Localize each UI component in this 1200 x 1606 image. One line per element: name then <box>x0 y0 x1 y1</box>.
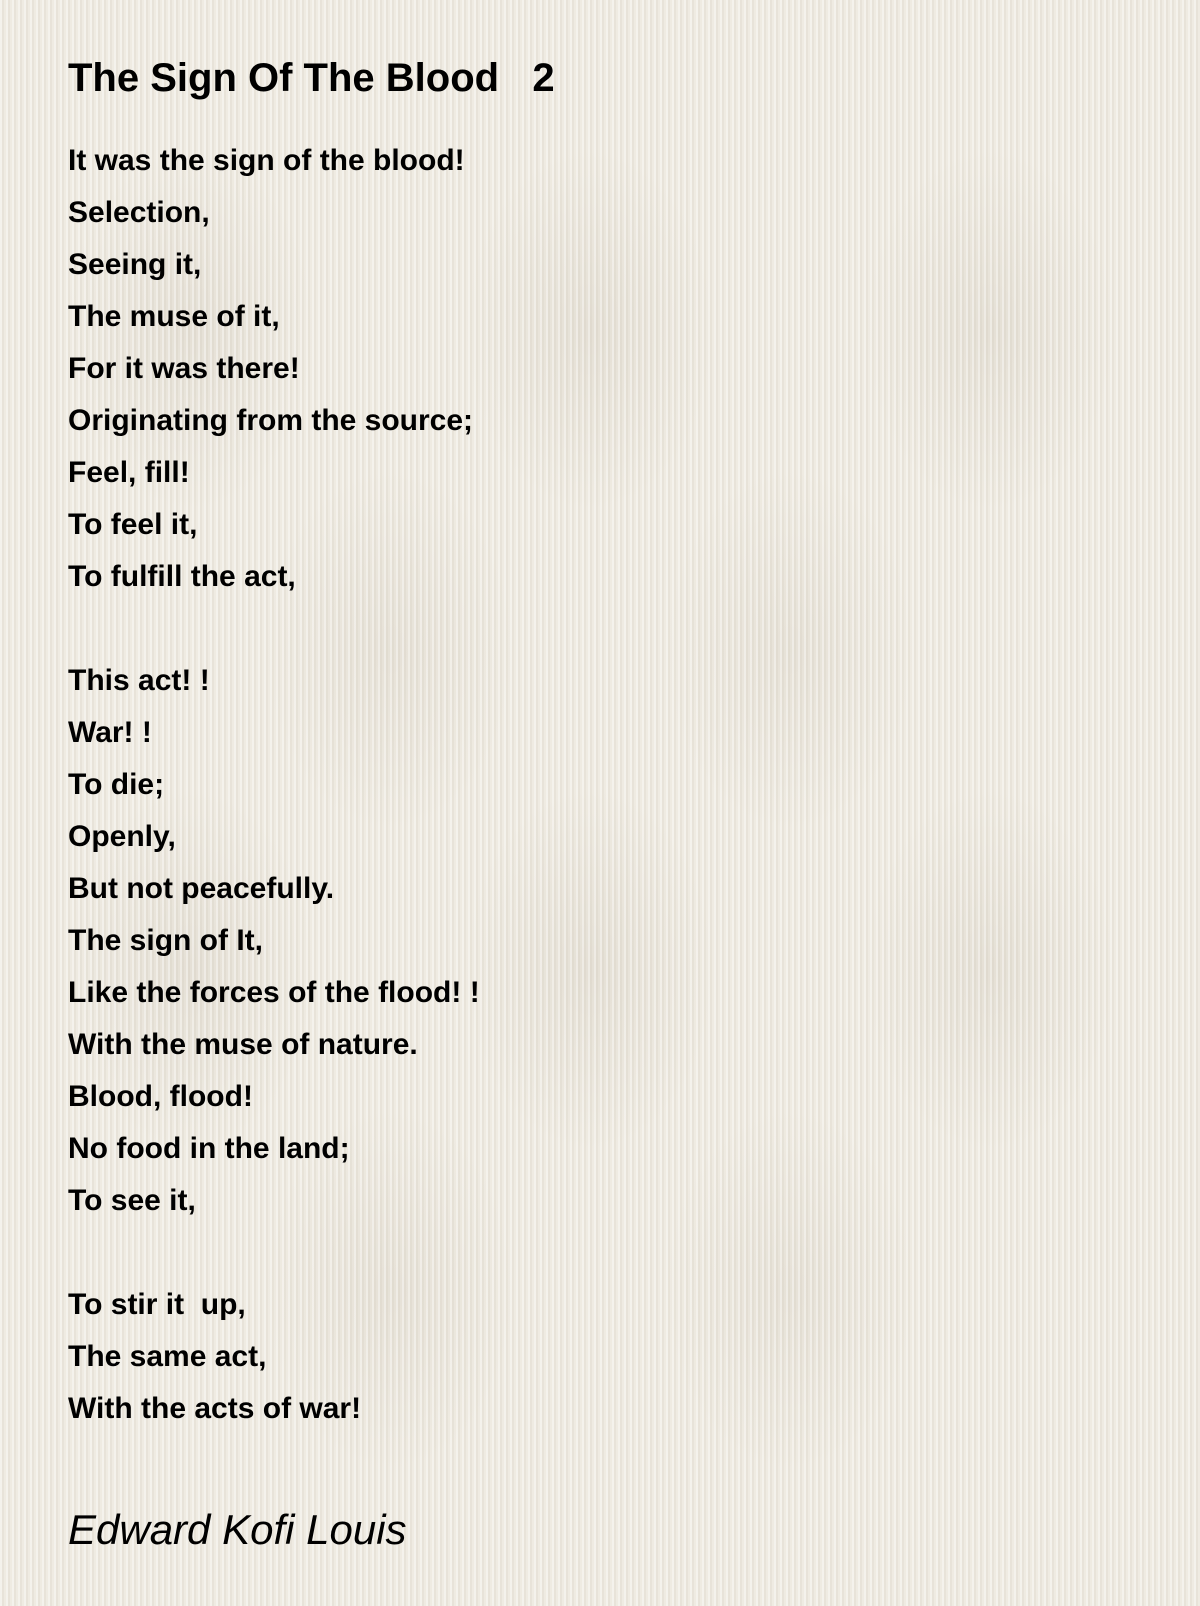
poem-line: War! ! <box>68 716 152 749</box>
poem-line: It was the sign of the blood! <box>68 144 465 177</box>
poem-line: With the muse of nature. <box>68 1028 418 1061</box>
poem-line: The same act, <box>68 1340 267 1373</box>
poem-line: To die; <box>68 768 165 801</box>
poem-body <box>68 143 1148 1443</box>
poem-line: This act! ! <box>68 664 210 697</box>
poem-line: The muse of it, <box>68 300 280 333</box>
poem-page <box>68 50 1148 1443</box>
poem-line: Blood, flood! <box>68 1080 253 1113</box>
poem-line: To see it, <box>68 1184 196 1217</box>
poem-line: To fulfill the act, <box>68 560 296 593</box>
poem-line: But not peacefully. <box>68 872 335 905</box>
poem-line: The sign of It, <box>68 924 263 957</box>
poem-line: With the acts of war! <box>68 1392 362 1425</box>
poem-line: To feel it, <box>68 508 198 541</box>
poem-line: Originating from the source; <box>68 404 474 437</box>
poem-line: Like the forces of the flood! ! <box>68 976 480 1009</box>
stanza-2 <box>68 663 1148 1235</box>
stanza-3 <box>68 1287 1148 1443</box>
poem-author: Edward Kofi Louis <box>68 1506 407 1553</box>
poem-title: The Sign Of The Blood 2 <box>68 56 555 100</box>
poem-line: Seeing it, <box>68 248 202 281</box>
poem-line: Openly, <box>68 820 176 853</box>
poem-line: For it was there! <box>68 352 300 385</box>
poem-line: No food in the land; <box>68 1132 350 1165</box>
poem-line: Feel, fill! <box>68 456 190 489</box>
poem-line: To stir it up, <box>68 1288 246 1321</box>
poem-line: Selection, <box>68 196 210 229</box>
stanza-1 <box>68 143 1148 611</box>
